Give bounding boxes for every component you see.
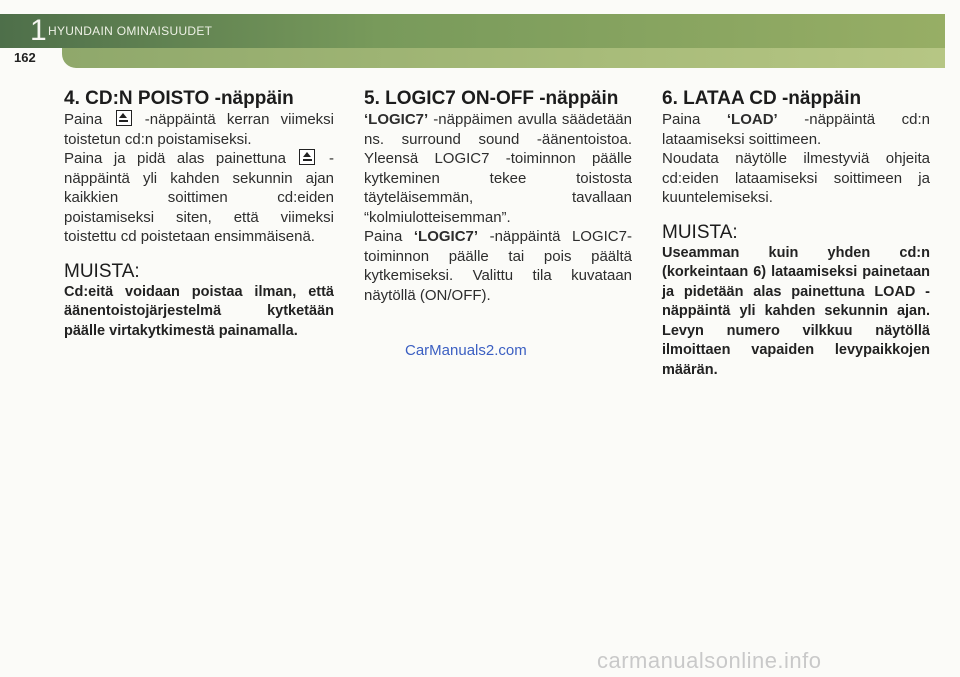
paragraph-text: -näppäintä LOGIC7-toiminnon päälle tai pois päältä kytkemiseksi. Valittu tila kuvataan näytöllä (ON/OFF). — [364, 228, 632, 304]
paragraph-text: Paina ja pidä alas painettuna — [64, 150, 298, 167]
section-load-cd — [662, 88, 930, 380]
paragraph-text: -näppäimen avulla säädetään ns. surround sound -äänentoistoa. Yleensä LOGIC7 -toiminnon päälle kytkeminen tekee toistosta täyteläisemmän, tavallaan “kolmiulotteisemman”. — [364, 111, 632, 226]
key-label: ‘LOGIC7’ — [364, 111, 429, 128]
note-text: Useamman kuin yhden cd:n (korkeintaan 6) lataamiseksi painetaan ja pidetään alas painettuna LOAD -näppäintä yli kahden sekunnin ajan. Levyn numero vilkkuu näytöllä ilmoittaen vapaiden levypaikkojen määrän. — [662, 244, 930, 378]
section-cd-eject — [64, 88, 334, 341]
paragraph — [364, 110, 632, 227]
paragraph — [64, 149, 334, 247]
watermark-link[interactable]: CarManuals2.com — [405, 342, 527, 359]
page-number: 162 — [14, 50, 36, 65]
chapter-header-band — [0, 14, 945, 48]
paragraph-text: Paina — [364, 228, 414, 245]
paragraph-text: -näppäintä cd:n lataamiseksi soittimeen. — [662, 111, 930, 148]
header-sub-band — [62, 48, 945, 68]
section-heading: 6. LATAA CD -näppäin — [662, 88, 862, 109]
section-heading: 4. CD:N POISTO -näppäin — [64, 88, 294, 109]
section-heading: 5. LOGIC7 ON-OFF -näppäin — [364, 88, 619, 109]
paragraph — [64, 110, 334, 149]
note-title: MUISTA: — [64, 260, 140, 282]
paragraph-text: Paina — [64, 111, 114, 128]
paragraph-text: -näppäintä yli kahden sekunnin ajan kaikkien soittimen cd:eiden poistamiseksi siten, että viimeksi toistettu cd poistetaan ensimmäisenä. — [64, 150, 334, 245]
paragraph — [364, 227, 632, 305]
note-text: Cd:eitä voidaan poistaa ilman, että äänentoistojärjestelmä kytketään päälle virtakytkimestä painamalla. — [64, 283, 334, 339]
section-logic7 — [364, 88, 632, 305]
key-label: ‘LOAD’ — [726, 111, 778, 128]
paragraph-text: -näppäintä kerran viimeksi toistetun cd:n poistamiseksi. — [64, 111, 334, 148]
eject-icon — [116, 110, 132, 126]
note-title: MUISTA: — [662, 221, 738, 243]
chapter-title: HYUNDAIN OMINAISUUDET — [48, 24, 213, 38]
key-label: ‘LOGIC7’ — [413, 228, 479, 245]
chapter-number: 1 — [30, 14, 47, 47]
eject-icon — [299, 149, 315, 165]
paragraph — [662, 110, 930, 149]
paragraph-text: Paina — [662, 111, 727, 128]
paragraph: Noudata näytölle ilmestyviä ohjeita cd:eiden lataamiseksi soittimeen ja kuuntelemiseksi. — [662, 150, 930, 206]
footer-watermark: carmanualsonline.info — [597, 648, 822, 673]
